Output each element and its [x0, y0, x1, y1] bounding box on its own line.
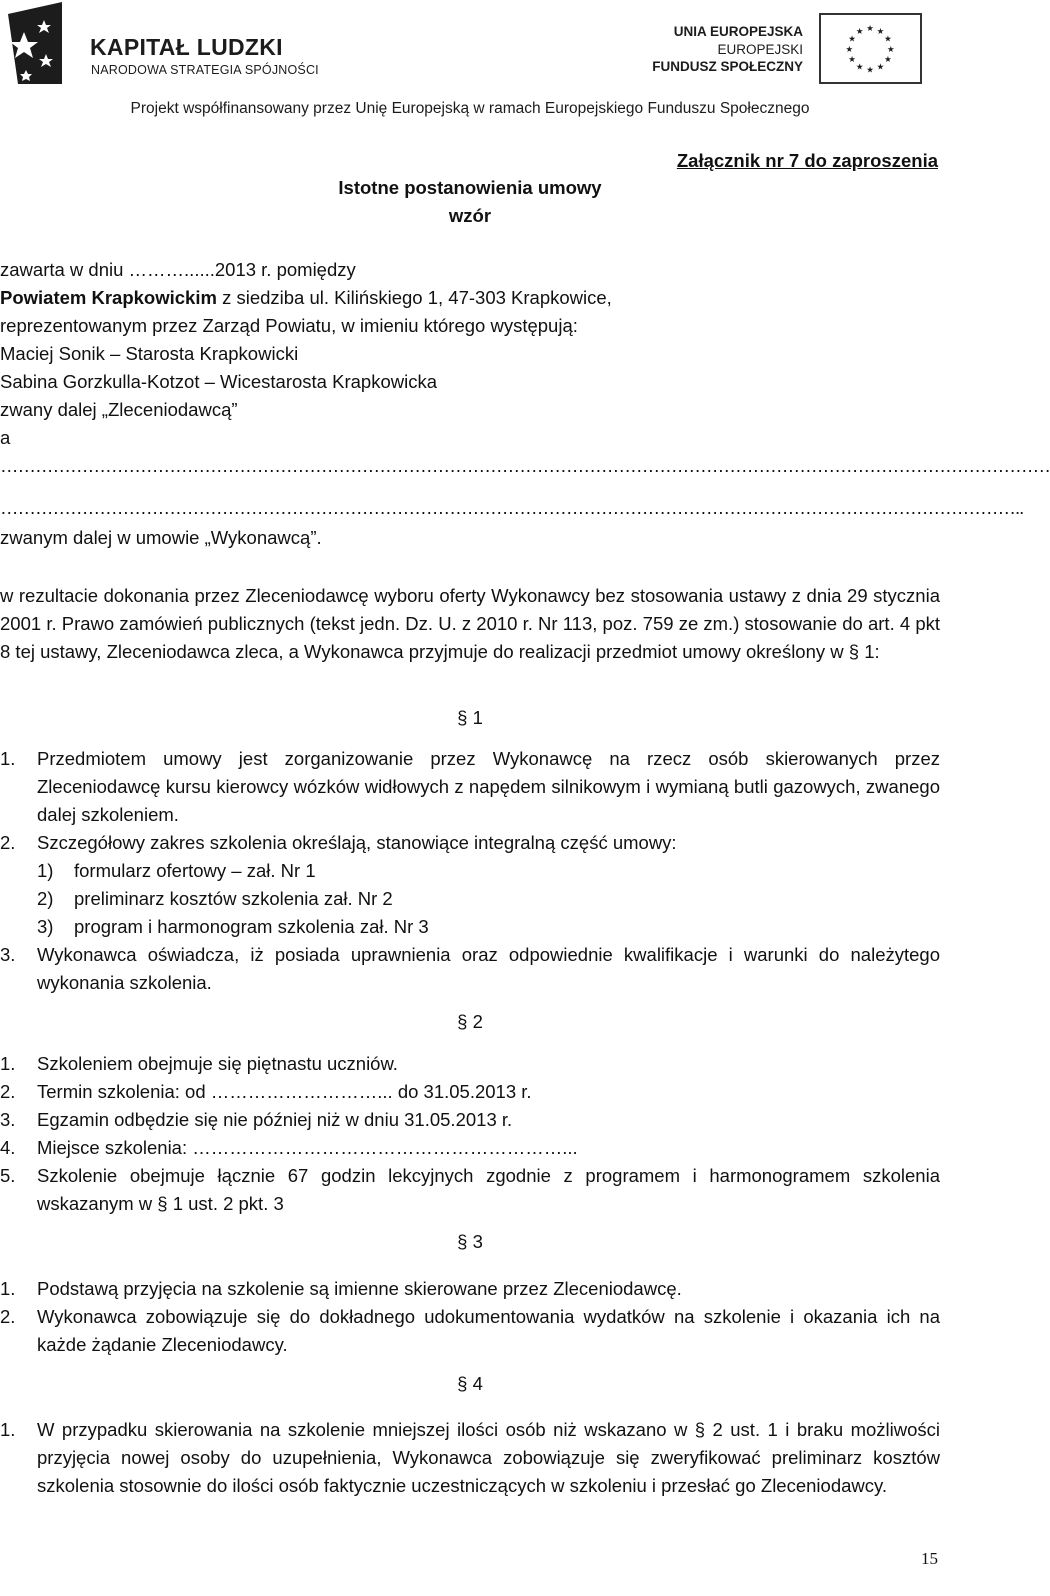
item-number: 1. [0, 1419, 16, 1440]
section-3-heading: § 3 [457, 1231, 483, 1252]
section-1-subitem-3 [37, 913, 429, 941]
section-3-item-1 [0, 1275, 940, 1303]
subitem-text: formularz ofertowy – zał. Nr 1 [74, 860, 316, 881]
svg-text:★: ★ [845, 44, 854, 55]
subitem-text: preliminarz kosztów szkolenia zał. Nr 2 [74, 888, 393, 909]
item-number: 3. [0, 1109, 16, 1130]
annex-label: Załącznik nr 7 do zaproszenia [676, 150, 938, 171]
svg-text:★: ★ [884, 34, 892, 45]
section-4-item-1 [0, 1416, 940, 1500]
represented-line: reprezentowanym przez Zarząd Powiatu, w imieniu którego występują: [0, 315, 578, 336]
section-2-item-4 [0, 1134, 940, 1162]
county-address: z siedziba ul. Kilińskiego 1, 47-303 Krapkowice, [216, 287, 612, 308]
item-number: 5. [0, 1165, 16, 1186]
item-text: Wykonawca oświadcza, iż posiada uprawnienia oraz odpowiednie kwalifikacje i warunki do należytego wykonania szkolenia. [37, 944, 940, 993]
county-name: Powiatem Krapkowickim [0, 287, 217, 308]
item-text: Przedmiotem umowy jest zorganizowanie przez Wykonawcę na rzecz osób skierowanych przez Zleceniodawcę kursu kierowcy wózków widłowych z napędem silnikowym i wymianą butli gazowych, zwanego dalej szkoleniem. [37, 748, 940, 825]
ue-label-line2: EUROPEJSKI [717, 42, 803, 57]
ue-label-line1: UNIA EUROPEJSKA [673, 24, 803, 39]
item-text: Szkolenie obejmuje łącznie 67 godzin lekcyjnych zgodnie z programem i harmonogramem szkolenia wskazanym w § 1 ust. 2 pkt. 3 [37, 1165, 940, 1214]
section-1-item-1 [0, 745, 940, 829]
item-text: Egzamin odbędzie się nie później niż w dniu 31.05.2013 r. [37, 1109, 513, 1130]
item-text: Termin szkolenia: od ………………………... do 31.05.2013 r. [37, 1081, 532, 1102]
item-number: 2. [0, 832, 16, 853]
item-number: 3. [0, 944, 16, 965]
intro-paragraph: w rezultacie dokonania przez Zleceniodawcę wyboru oferty Wykonawcy bez stosowania ustawy z dnia 29 stycznia 2001 r. Prawo zamówień publicznych (tekst jedn. Dz. U. z 2010 r. Nr 113, poz. 759 ze zm.) stosowanie do art. 4 pkt 8 tej ustawy, Zleceniodawca zleca, a Wykonawca przyjmuje do realizacji przedmiot umowy określony w § 1: [0, 585, 940, 662]
subitem-number: 1) [37, 860, 54, 881]
svg-text:★: ★ [855, 26, 864, 37]
section-1-item-2 [0, 829, 940, 857]
svg-text:★: ★ [866, 65, 874, 76]
item-number: 1. [0, 748, 16, 769]
section-1-subitem-2 [37, 885, 393, 913]
kapital-ludzki-title: KAPITAŁ LUDZKI [90, 34, 283, 60]
svg-text:★: ★ [876, 62, 885, 73]
svg-text:★: ★ [866, 24, 874, 35]
item-text: Wykonawca zobowiązuje się do dokładnego udokumentowania wydatków na szkolenie i okazania ich na każde żądanie Zleceniodawcy. [37, 1306, 940, 1355]
svg-text:★: ★ [884, 55, 892, 66]
contractor-blank-line-1: ……………………………………………………………………………………………………………………………………………………………… [0, 455, 1050, 476]
item-text: Podstawą przyjęcia na szkolenie są imienne skierowane przez Zleceniodawcę. [37, 1278, 682, 1299]
ue-label-line3: FUNDUSZ SPOŁECZNY [652, 59, 803, 74]
contractor-designation: zwanym dalej w umowie „Wykonawcą”. [0, 527, 322, 548]
document-subtitle: wzór [448, 205, 492, 226]
section-3-item-2 [0, 1303, 940, 1359]
svg-text:★: ★ [855, 62, 864, 73]
and-conjunction: a [0, 427, 11, 448]
kapital-ludzki-subtitle: NARODOWA STRATEGIA SPÓJNOŚCI [91, 63, 319, 77]
section-2-item-5 [0, 1162, 940, 1218]
representative-2: Sabina Gorzkulla-Kotzot – Wicestarosta Krapkowicka [0, 371, 437, 392]
county-line [0, 287, 612, 309]
item-number: 4. [0, 1137, 16, 1158]
section-1-item-3 [0, 941, 940, 997]
representative-1: Maciej Sonik – Starosta Krapkowicki [0, 343, 299, 364]
item-number: 2. [0, 1306, 16, 1327]
section-2-item-1 [0, 1050, 940, 1078]
section-2-item-3 [0, 1106, 940, 1134]
client-designation: zwany dalej „Zleceniodawcą” [0, 399, 238, 420]
contractor-blank-line-2: ………………………………………………………………………………………………………………………………………………………….. [0, 497, 1024, 518]
item-number: 2. [0, 1081, 16, 1102]
item-text: Miejsce szkolenia: ……………………………………………………... [37, 1137, 578, 1158]
item-number: 1. [0, 1278, 16, 1299]
document-title: Istotne postanowienia umowy [338, 177, 602, 198]
section-4-heading: § 4 [457, 1373, 483, 1394]
svg-text:★: ★ [886, 44, 895, 55]
section-2-item-2 [0, 1078, 940, 1106]
eu-flag-icon [819, 13, 922, 84]
svg-text:★: ★ [848, 55, 856, 66]
subitem-number: 2) [37, 888, 54, 909]
svg-text:★: ★ [876, 26, 885, 37]
page-number: 15 [921, 1549, 938, 1568]
subitem-number: 3) [37, 916, 54, 937]
contract-date-line: zawarta w dniu ………......2013 r. pomiędzy [0, 259, 356, 280]
section-2-heading: § 2 [457, 1011, 483, 1032]
section-1-heading: § 1 [457, 707, 483, 728]
svg-text:★: ★ [848, 34, 856, 45]
item-text: Szczegółowy zakres szkolenia określają, stanowiące integralną część umowy: [37, 832, 677, 853]
item-text: Szkoleniem obejmuje się piętnastu uczniów. [37, 1053, 398, 1074]
item-number: 1. [0, 1053, 16, 1074]
section-1-subitem-1 [37, 857, 316, 885]
subitem-text: program i harmonogram szkolenia zał. Nr 3 [74, 916, 429, 937]
item-text: W przypadku skierowania na szkolenie mniejszej ilości osób niż wskazano w § 2 ust. 1 i braku możliwości przyjęcia nowej osoby do uzupełnienia, Wykonawca zobowiązuje się zweryfikować preliminarz kosztów szkolenia stosownie do ilości osób faktycznie uczestniczących w szkoleniu i przesłać go Zleceniodawcy. [37, 1419, 940, 1496]
kapital-ludzki-logo-icon [4, 2, 66, 84]
project-cofinancing-note: Projekt współfinansowany przez Unię Europejską w ramach Europejskiego Funduszu Społecznego [130, 100, 810, 117]
